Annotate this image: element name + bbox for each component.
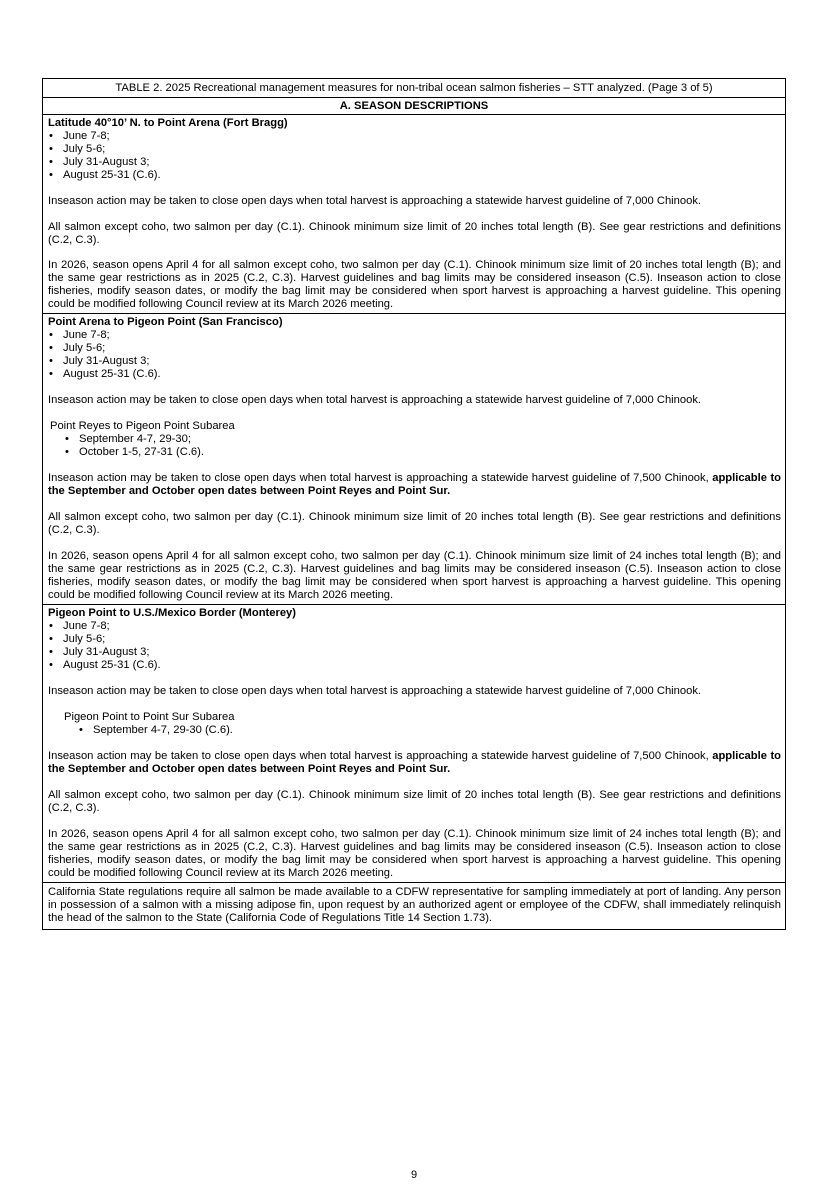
date-item: • July 31-August 3;: [48, 355, 781, 368]
date-item: • July 31-August 3;: [48, 646, 781, 659]
section-title: Point Arena to Pigeon Point (San Francisco): [48, 316, 283, 328]
paragraph: All salmon except coho, two salmon per day (C.1). Chinook minimum size limit of 20 inches total length (B). See gear restrictions and definitions (C.2, C.3).: [48, 221, 781, 246]
footer-note: California State regulations require all salmon be made available to a CDFW representative for sampling immediately at port of landing. Any person in possession of a salmon with a missing adipose fin, upon request by an authorized agent or employee of the CDFW, shall immediately relinquish the head of the salmon to the State (California Code of Regulations Title 14 Section 1.73).: [48, 886, 781, 924]
paragraph: [48, 472, 781, 498]
paragraph: In 2026, season opens April 4 for all salmon except coho, two salmon per day (C.1). Chinook minimum size limit of 20 inches total length (B); and the same gear restrictions as in 2025 (C.2, C.3). Harvest guidelines and bag limits may be considered inseason (C.5). Inseason action to close fisheries, modify season dates, or modify the bag limit may be considered when sport harvest is approaching a harvest guideline. This opening could be modified following Council review at its March 2026 meeting.: [48, 259, 781, 310]
date-item: • August 25-31 (C.6).: [48, 368, 781, 381]
section-title: Latitude 40°10’ N. to Point Arena (Fort Bragg): [48, 117, 288, 129]
subarea: [48, 420, 781, 459]
date-item: • June 7-8;: [48, 130, 781, 143]
date-item: • July 5-6;: [48, 342, 781, 355]
date-item: • October 1-5, 27-31 (C.6).: [64, 446, 781, 459]
section-san-francisco: [43, 314, 785, 605]
date-item: • July 5-6;: [48, 143, 781, 156]
section-monterey: [43, 605, 785, 883]
paragraph: Inseason action may be taken to close open days when total harvest is approaching a statewide harvest guideline of 7,000 Chinook.: [48, 685, 702, 697]
date-item: • September 4-7, 29-30 (C.6).: [78, 724, 781, 737]
section-header: A. SEASON DESCRIPTIONS: [43, 98, 785, 115]
paragraph-text: Inseason action may be taken to close open days when total harvest is approaching a statewide harvest guideline of 7,500 Chinook,: [48, 750, 713, 762]
date-list: [48, 620, 781, 672]
regulations-table: [42, 78, 786, 930]
subarea-date-list: [64, 433, 781, 459]
paragraph: [48, 750, 781, 776]
date-item: • July 31-August 3;: [48, 156, 781, 169]
subarea-date-list: [78, 724, 781, 737]
paragraph: In 2026, season opens April 4 for all salmon except coho, two salmon per day (C.1). Chinook minimum size limit of 24 inches total length (B); and the same gear restrictions as in 2025 (C.2, C.3). Harvest guidelines and bag limits may be considered inseason (C.5). Inseason action to close fisheries, modify season dates, or modify the bag limit may be considered when sport harvest is approaching a harvest guideline. This opening could be modified following Council review at its March 2026 meeting.: [48, 550, 781, 601]
subarea-title: Point Reyes to Pigeon Point Subarea: [50, 420, 235, 432]
subarea: [48, 711, 781, 737]
date-item: • June 7-8;: [48, 620, 781, 633]
paragraph: Inseason action may be taken to close open days when total harvest is approaching a statewide harvest guideline of 7,000 Chinook.: [48, 195, 702, 207]
paragraph: In 2026, season opens April 4 for all salmon except coho, two salmon per day (C.1). Chinook minimum size limit of 24 inches total length (B); and the same gear restrictions as in 2025 (C.2, C.3). Harvest guidelines and bag limits may be considered inseason (C.5). Inseason action to close fisheries, modify season dates, or modify the bag limit may be considered when sport harvest is approaching a harvest guideline. This opening could be modified following Council review at its March 2026 meeting.: [48, 828, 781, 879]
paragraph: All salmon except coho, two salmon per day (C.1). Chinook minimum size limit of 20 inches total length (B). See gear restrictions and definitions (C.2, C.3).: [48, 789, 781, 814]
section-fort-bragg: [43, 115, 785, 314]
date-item: • September 4-7, 29-30;: [64, 433, 781, 446]
paragraph-text: Inseason action may be taken to close open days when total harvest is approaching a statewide harvest guideline of 7,500 Chinook,: [48, 472, 713, 484]
paragraph: Inseason action may be taken to close open days when total harvest is approaching a statewide harvest guideline of 7,000 Chinook.: [48, 394, 702, 406]
date-item: • July 5-6;: [48, 633, 781, 646]
date-list: [48, 130, 781, 182]
paragraph-bold-text: applicable to the September and October open dates between Point Reyes and Point Sur.: [48, 750, 782, 775]
subarea-title: Pigeon Point to Point Sur Subarea: [64, 711, 235, 723]
date-item: • June 7-8;: [48, 329, 781, 342]
date-item: • August 25-31 (C.6).: [48, 659, 781, 672]
section-title: Pigeon Point to U.S./Mexico Border (Monterey): [48, 607, 297, 619]
date-list: [48, 329, 781, 381]
page-number: 9: [410, 1169, 418, 1181]
paragraph: All salmon except coho, two salmon per day (C.1). Chinook minimum size limit of 20 inches total length (B). See gear restrictions and definitions (C.2, C.3).: [48, 511, 781, 536]
date-item: • August 25-31 (C.6).: [48, 169, 781, 182]
paragraph-bold-text: applicable to the September and October open dates between Point Reyes and Point Sur.: [48, 472, 782, 497]
table-title: TABLE 2. 2025 Recreational management measures for non-tribal ocean salmon fisheries – STT analyzed. (Page 3 of 5): [43, 79, 785, 98]
